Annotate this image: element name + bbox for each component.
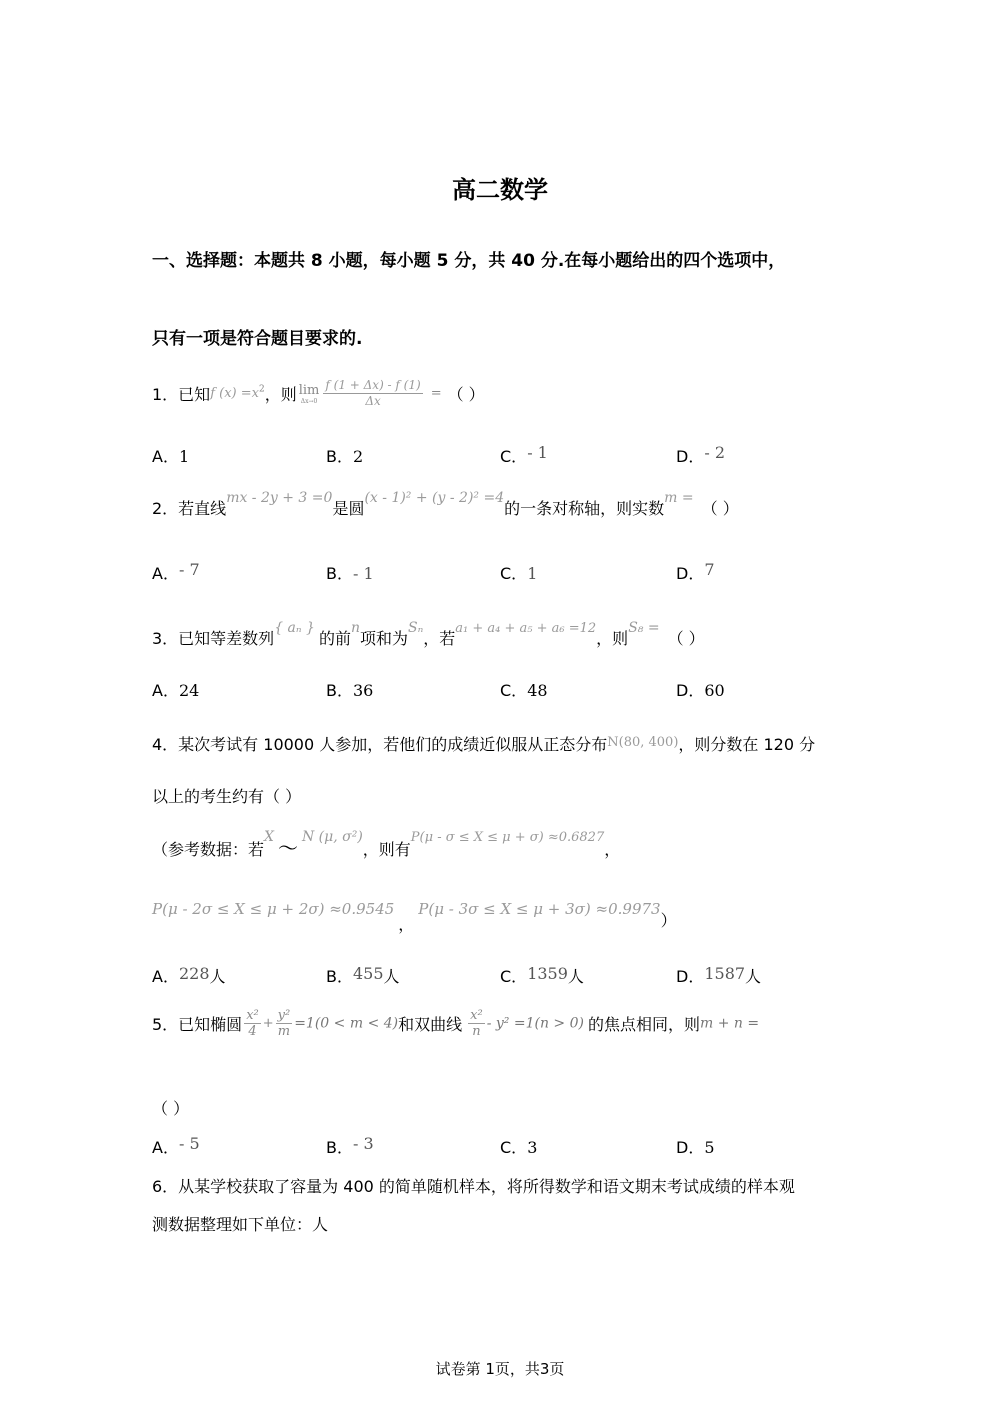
option-label: A． bbox=[152, 564, 179, 583]
q1-option-a bbox=[152, 444, 189, 467]
q5-hyperbola-frac bbox=[468, 1008, 485, 1039]
q3-text-a: 3．已知等差数列 bbox=[152, 629, 275, 648]
option-value: 24 bbox=[178, 681, 200, 700]
q3-text-d: ，若 bbox=[423, 629, 456, 648]
numerator: y² bbox=[277, 1008, 291, 1023]
q1-denominator: Δx bbox=[365, 394, 381, 408]
q3-option-a bbox=[152, 678, 199, 701]
question-3 bbox=[152, 614, 705, 648]
option-label: B． bbox=[326, 447, 353, 466]
q5-text-b: 和双曲线 bbox=[398, 1015, 463, 1034]
option-label: B． bbox=[326, 681, 353, 700]
q3-s8: S₈ = bbox=[628, 620, 660, 636]
q4-p3: P(μ - 3σ ≤ X ≤ μ + 3σ) ≈0.9973 bbox=[418, 900, 661, 918]
q4-tilde: ～ bbox=[277, 836, 298, 860]
option-label: B． bbox=[326, 564, 353, 583]
option-label: A． bbox=[152, 1138, 179, 1157]
option-value: 1359 bbox=[527, 964, 568, 983]
q3-paren: （ ） bbox=[667, 629, 705, 648]
q1-exponent: 2 bbox=[258, 384, 265, 395]
option-label: D． bbox=[676, 564, 705, 583]
option-label: D． bbox=[676, 681, 705, 700]
q1-lim-sub: Δx→0 bbox=[300, 397, 318, 405]
q5-ellipse-frac2 bbox=[276, 1008, 293, 1039]
q4-ref-b: ，则有 bbox=[362, 840, 411, 859]
q4-X: X bbox=[264, 829, 274, 845]
q3-sn: Sₙ bbox=[408, 620, 424, 636]
q5-ellipse-rest: =1(0 < m < 4) bbox=[294, 1015, 399, 1032]
q4-p2: P(μ - 2σ ≤ X ≤ μ + 2σ) ≈0.9545 bbox=[152, 900, 395, 918]
option-value: - 7 bbox=[178, 560, 200, 579]
q2-text-a: 2．若直线 bbox=[152, 499, 227, 518]
q3-option-d bbox=[676, 678, 725, 701]
q2-text-c: 的一条对称轴，则实数 bbox=[504, 499, 665, 518]
option-value: - 1 bbox=[527, 443, 548, 462]
page-title: 高二数学 bbox=[452, 176, 548, 204]
option-label: C． bbox=[500, 681, 528, 700]
option-label: C． bbox=[500, 1138, 528, 1157]
q4-option-a bbox=[152, 964, 226, 987]
q4-close: ） bbox=[660, 911, 677, 930]
option-value: 228 bbox=[178, 964, 210, 983]
q3-text-e: ，则 bbox=[596, 629, 629, 648]
q4-comma-2: ， bbox=[398, 915, 415, 934]
q3-option-c bbox=[500, 678, 548, 701]
question-6-line1: 6．从某学校获取了容量为 400 的简单随机样本，将所得数学和语文期末考试成绩的样本观 bbox=[152, 1177, 795, 1196]
option-unit: 人 bbox=[383, 967, 400, 986]
page-footer: 试卷第 1页，共3页 bbox=[435, 1360, 565, 1378]
q5-option-b bbox=[326, 1135, 374, 1158]
option-label: A． bbox=[152, 681, 179, 700]
option-value: 3 bbox=[527, 1138, 538, 1157]
option-label: A． bbox=[152, 447, 179, 466]
numerator: x² bbox=[246, 1008, 259, 1023]
q1-function: f (x) =x bbox=[210, 386, 259, 401]
q5-text-a: 5．已知椭圆 bbox=[152, 1015, 243, 1034]
q1-option-d bbox=[676, 444, 725, 467]
option-value: 1 bbox=[178, 447, 190, 466]
question-2 bbox=[152, 484, 739, 518]
option-label: D． bbox=[676, 1138, 705, 1157]
q1-difference-quotient bbox=[323, 378, 422, 409]
q4-option-d bbox=[676, 964, 761, 987]
q4-ref-a: （参考数据：若 bbox=[152, 840, 265, 859]
option-value: - 3 bbox=[352, 1134, 374, 1153]
q4-text-a: 4．某次考试有 10000 人参加，若他们的成绩近似服从正态分布 bbox=[152, 735, 608, 754]
option-value: 7 bbox=[704, 560, 715, 579]
option-value: 455 bbox=[352, 964, 384, 983]
q4-text-b: ，则分数在 120 分 bbox=[678, 735, 816, 754]
question-6-line2: 测数据整理如下单位：人 bbox=[152, 1215, 329, 1234]
q3-text-c: 项和为 bbox=[359, 629, 408, 648]
question-5 bbox=[152, 1008, 759, 1039]
q5-option-c bbox=[500, 1135, 537, 1158]
option-value: - 1 bbox=[352, 564, 374, 583]
q2-option-b bbox=[326, 561, 374, 584]
option-value: 36 bbox=[352, 681, 374, 700]
q5-paren: （ ） bbox=[152, 1099, 190, 1118]
denominator: 4 bbox=[248, 1024, 257, 1039]
section-heading-line2: 只有一项是符合题目要求的. bbox=[152, 329, 363, 349]
q2-paren: （ ） bbox=[701, 499, 739, 518]
option-value: - 5 bbox=[178, 1134, 200, 1153]
option-label: B． bbox=[326, 967, 353, 986]
q2-option-d bbox=[676, 561, 715, 584]
q2-m: m = bbox=[664, 490, 694, 506]
q4-option-b bbox=[326, 964, 400, 987]
option-value: - 2 bbox=[704, 443, 725, 462]
q2-option-c bbox=[500, 561, 537, 584]
q5-hyperbola-rest: - y² =1(n > 0) bbox=[486, 1015, 584, 1032]
q5-text-c: 的焦点相同，则 bbox=[587, 1015, 700, 1034]
q3-n: n bbox=[350, 620, 360, 636]
option-label: B． bbox=[326, 1138, 353, 1157]
option-value: 5 bbox=[704, 1138, 715, 1157]
numerator: x² bbox=[470, 1008, 483, 1023]
q2-circle-equation: (x - 1)² + (y - 2)² =4 bbox=[364, 490, 505, 506]
option-label: C． bbox=[500, 967, 528, 986]
q2-line-equation: mx - 2y + 3 =0 bbox=[226, 490, 333, 506]
option-label: C． bbox=[500, 447, 528, 466]
q5-ellipse-frac1 bbox=[244, 1008, 261, 1039]
option-label: C． bbox=[500, 564, 528, 583]
q4-reference-line bbox=[152, 818, 621, 860]
q4-probabilities bbox=[152, 896, 677, 934]
option-unit: 人 bbox=[745, 967, 762, 986]
denominator: n bbox=[472, 1024, 481, 1039]
q1-equals: = bbox=[430, 386, 442, 401]
q3-condition: a₁ + a₄ + a₅ + a₆ =12 bbox=[455, 621, 597, 636]
q5-option-d bbox=[676, 1135, 715, 1158]
q1-numerator: f (1 + Δx) - f (1) bbox=[325, 378, 421, 392]
q4-p1: P(μ - σ ≤ X ≤ μ + σ) ≈0.6827 bbox=[410, 830, 605, 845]
section-heading-line1: 一、选择题：本题共 8 小题，每小题 5 分，共 40 分.在每小题给出的四个选项中， bbox=[152, 251, 786, 271]
option-label: D． bbox=[676, 447, 705, 466]
q5-plus: + bbox=[262, 1016, 274, 1031]
option-value: 2 bbox=[352, 447, 364, 466]
option-label: A． bbox=[152, 967, 179, 986]
option-unit: 人 bbox=[209, 967, 226, 986]
q1-lim: lim bbox=[298, 382, 320, 398]
q4-comma-1: ， bbox=[604, 840, 621, 859]
q5-mn: m + n = bbox=[699, 1015, 760, 1032]
option-value: 1587 bbox=[704, 964, 746, 983]
q5-option-a bbox=[152, 1135, 200, 1158]
q3-option-b bbox=[326, 678, 373, 701]
denominator: m bbox=[277, 1024, 291, 1039]
option-value: 1 bbox=[527, 564, 538, 583]
q4-distribution: N(80, 400) bbox=[607, 735, 679, 750]
option-value: 48 bbox=[527, 681, 548, 700]
q1-text-a: 1．已知 bbox=[152, 385, 211, 404]
q1-paren: （ ） bbox=[447, 385, 485, 404]
option-label: D． bbox=[676, 967, 705, 986]
option-value: 60 bbox=[704, 681, 725, 700]
q1-option-c bbox=[500, 444, 548, 467]
question-4-line1 bbox=[152, 728, 816, 754]
q4-option-c bbox=[500, 964, 584, 987]
q2-option-a bbox=[152, 561, 200, 584]
option-unit: 人 bbox=[567, 967, 584, 986]
question-4-line2: 以上的考生约有（ ） bbox=[152, 787, 302, 806]
q2-text-b: 是圆 bbox=[332, 499, 365, 518]
question-1 bbox=[152, 378, 485, 409]
q1-option-b bbox=[326, 444, 363, 467]
q1-text-b: ，则 bbox=[264, 385, 297, 404]
q4-normal: N (μ, σ²) bbox=[301, 829, 363, 845]
q3-sequence: { aₙ } bbox=[274, 620, 315, 636]
q3-text-b: 的前 bbox=[318, 629, 351, 648]
q1-limit bbox=[299, 383, 320, 405]
